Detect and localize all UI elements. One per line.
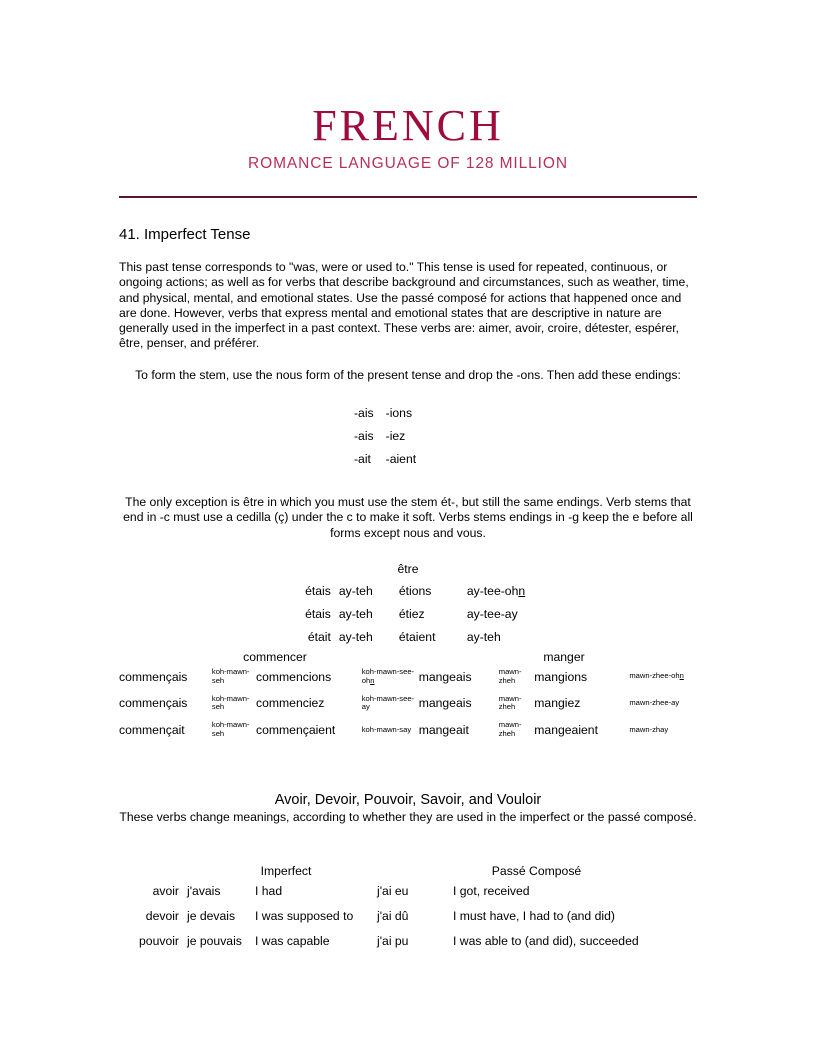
table-row <box>119 668 697 695</box>
compare-verb: pouvoir <box>139 934 179 948</box>
table-row <box>291 607 525 630</box>
masthead-subtitle: ROMANCE LANGUAGE OF 128 MILLION <box>248 154 568 172</box>
manger-form-singular: mangeais <box>418 696 472 711</box>
manger-form-plural: mangeaient <box>534 722 598 737</box>
compare-imperfect-meaning: I was supposed to <box>255 909 354 923</box>
commencer-pron-singular: koh-mawn-seh <box>211 720 250 738</box>
compare-passe-form: j'ai dû <box>377 909 409 923</box>
commencer-manger-headers <box>119 650 697 668</box>
table-row <box>354 429 422 452</box>
ending-singular: -ais <box>354 429 374 443</box>
table-row <box>354 406 422 429</box>
column-header-passe-compose: Passé Composé <box>491 864 582 878</box>
manger-header: manger <box>543 650 585 664</box>
manger-form-singular: mangeais <box>418 669 472 684</box>
table-row <box>354 452 422 475</box>
header-divider-rule <box>119 196 697 198</box>
commencer-pron-plural: koh-mawn-see-ay <box>361 693 415 712</box>
etre-caption: être <box>397 562 419 576</box>
compare-imperfect-form: j'avais <box>187 884 221 898</box>
imperfect-vs-passe-block <box>119 864 697 959</box>
manger-pron-plural: mawn-zhee-ay <box>629 697 680 707</box>
compare-imperfect-form: je devais <box>187 909 236 923</box>
compare-verb: devoir <box>145 909 179 923</box>
ending-singular: -ait <box>354 452 371 466</box>
table-row <box>119 884 697 909</box>
manger-pron-singular: mawn-zheh <box>498 667 522 685</box>
commencer-form-plural: commençaient <box>256 722 336 737</box>
commencer-pron-plural: koh-mawn-see-ohn <box>361 667 415 685</box>
etre-pron-plural: ay-teh <box>466 630 501 644</box>
section-heading: 41. Imperfect Tense <box>119 226 251 243</box>
compare-passe-meaning: I got, received <box>453 884 530 898</box>
ending-plural: -aient <box>385 452 417 466</box>
etre-form-singular: étais <box>305 607 331 621</box>
etre-form-singular: était <box>307 630 331 644</box>
masthead <box>0 101 816 173</box>
compare-passe-meaning: I must have, I had to (and did) <box>453 909 615 923</box>
etre-pron-singular: ay-teh <box>338 607 373 621</box>
etre-form-plural: étiez <box>398 607 425 621</box>
commencer-form-plural: commenciez <box>256 696 325 711</box>
manger-form-plural: mangiez <box>534 696 581 711</box>
table-row <box>119 934 697 959</box>
table-row <box>119 721 697 748</box>
masthead-title: FRENCH <box>312 101 504 150</box>
exception-paragraph: The only exception is être in which you must use the stem ét-, but still the same endings. Verb stems that end in -c must use a cedilla (ç) under the c to make it soft. Verbs stems endings in -g keep the e before all forms except nous and vous. <box>123 495 693 540</box>
commencer-pron-singular: koh-mawn-seh <box>211 667 250 685</box>
manger-pron-plural: mawn-zhee-ohn <box>629 671 684 681</box>
column-header-imperfect: Imperfect <box>260 864 312 878</box>
compare-imperfect-form: je pouvais <box>187 934 242 948</box>
etre-pron-singular: ay-teh <box>338 584 373 598</box>
etre-pron-plural: ay-tee-ay <box>466 607 518 621</box>
ending-singular: -ais <box>354 406 374 420</box>
commencer-form-plural: commencions <box>256 669 332 684</box>
compare-imperfect-meaning: I had <box>255 884 283 898</box>
etre-form-plural: étaient <box>398 630 436 644</box>
ending-plural: -iez <box>385 429 406 443</box>
manger-form-plural: mangions <box>534 669 588 684</box>
table-row <box>119 695 697 722</box>
commencer-form-singular: commençait <box>119 722 185 737</box>
ending-plural: -ions <box>385 406 413 420</box>
compare-passe-meaning: I was able to (and did), succeeded <box>453 934 639 948</box>
table-row <box>291 584 525 607</box>
compare-passe-form: j'ai eu <box>377 884 409 898</box>
manger-pron-singular: mawn-zheh <box>498 720 522 738</box>
imperfect-vs-passe-table <box>119 884 697 959</box>
etre-conjugation-table <box>291 584 525 653</box>
manger-pron-singular: mawn-zheh <box>498 693 522 712</box>
etre-pron-singular: ay-teh <box>338 630 373 644</box>
commencer-form-singular: commençais <box>119 669 188 684</box>
intro-paragraph: This past tense corresponds to "was, were or used to." This tense is used for repeated, continuous, or ongoing actions; as well as for verbs that describe background and circumstances, such as weather, time, and physical, mental, and emotional states. Use the passé composé for actions that happened once and are done. However, verbs that express mental and emotional states that are descriptive in nature are generally used in the imperfect in a past context. These verbs are: aimer, avoir, croire, détester, espérer, être, penser, and préférer. <box>119 260 689 351</box>
compare-headers <box>119 864 697 884</box>
compare-verb: avoir <box>152 884 179 898</box>
endings-table <box>354 406 422 475</box>
manger-form-singular: mangeait <box>418 722 469 737</box>
etre-form-plural: étions <box>398 584 432 598</box>
compare-passe-form: j'ai pu <box>377 934 409 948</box>
stem-instruction: To form the stem, use the nous form of the present tense and drop the -ons. Then add these endings: <box>135 368 681 382</box>
compare-imperfect-meaning: I was capable <box>255 934 330 948</box>
commencer-manger-block <box>119 650 697 748</box>
commencer-form-singular: commençais <box>119 696 188 711</box>
manger-pron-plural: mawn-zhay <box>629 724 669 734</box>
table-row <box>119 909 697 934</box>
commencer-pron-plural: koh-mawn-say <box>361 724 412 734</box>
commencer-pron-singular: koh-mawn-seh <box>211 693 250 712</box>
etre-form-singular: étais <box>305 584 331 598</box>
etre-pron-plural: ay-tee-ohn <box>466 584 526 598</box>
avoir-group-title: Avoir, Devoir, Pouvoir, Savoir, and Vouloir <box>274 792 542 808</box>
etre-conjugation-block <box>119 562 697 653</box>
avoir-group-note: These verbs change meanings, according to whether they are used in the imperfect or the passé composé. <box>119 810 697 824</box>
commencer-manger-table <box>119 668 697 748</box>
commencer-header: commencer <box>243 650 307 664</box>
